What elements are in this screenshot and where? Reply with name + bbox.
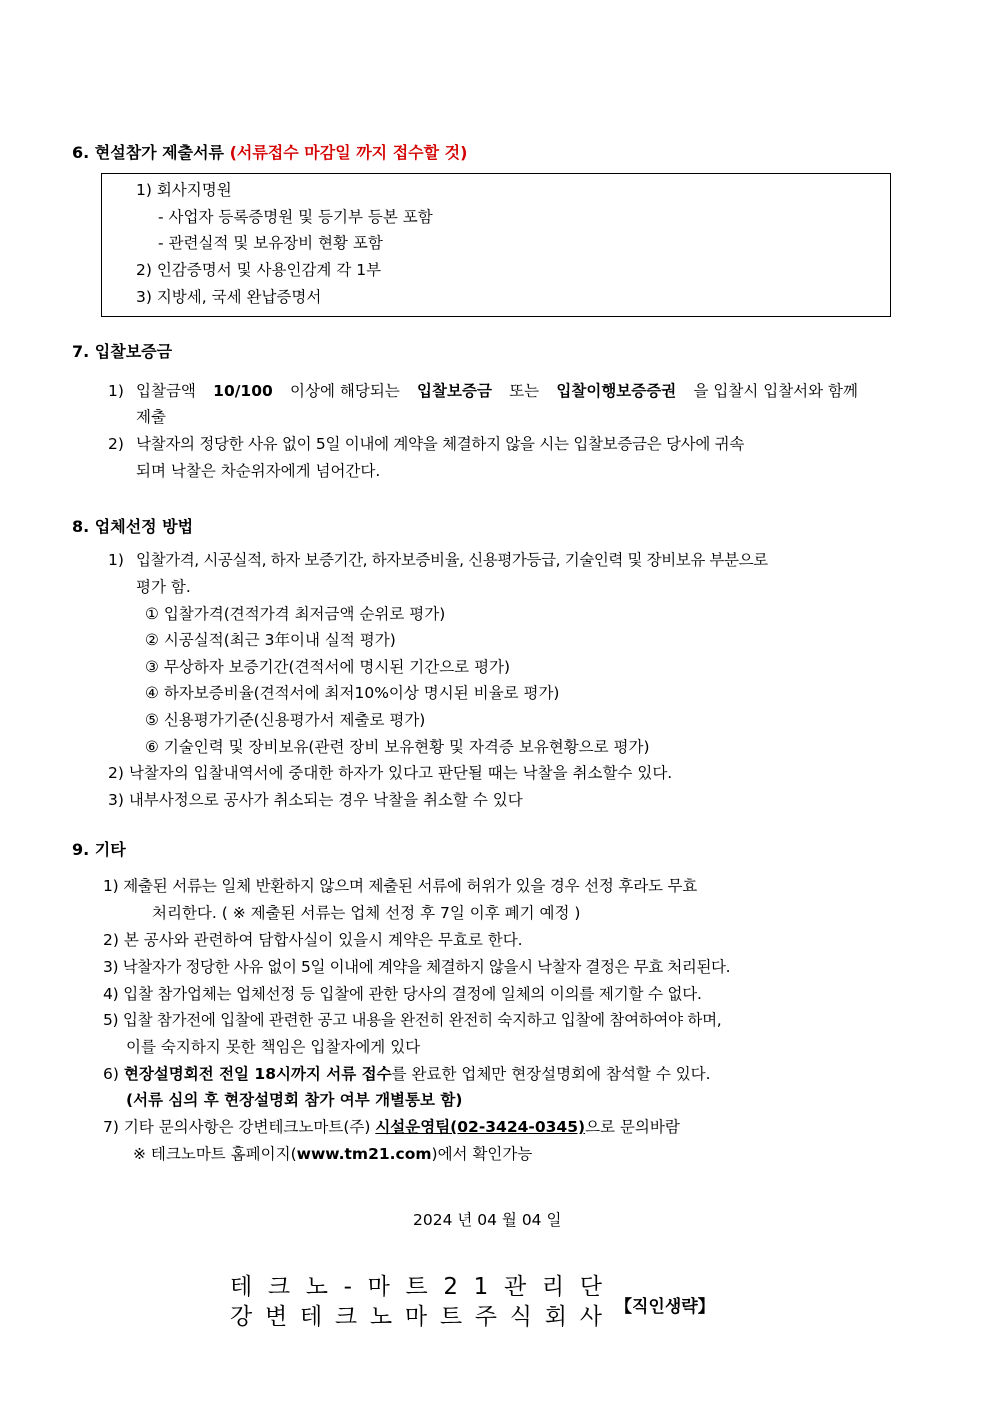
section8-item1-line: 입찰가격, 시공실적, 하자 보증기간, 하자보증비율, 신용평가등급, 기술인력 및 장비보유 부분으로 xyxy=(136,551,768,569)
org-char: 테 xyxy=(299,1304,323,1330)
seal-omitted-label: 【직인생략】 xyxy=(615,1297,715,1317)
section8-criterion: ⑤ 신용평가기준(신용평가서 제출로 평가) xyxy=(145,711,426,729)
section7-item1-line xyxy=(136,381,858,401)
org-name-line1 xyxy=(230,1273,602,1301)
section7-item1-continuation: 제출 xyxy=(136,408,166,426)
section7-item1-number: 1) xyxy=(108,382,124,400)
section6-subitem: - 사업자 등록증명원 및 등기부 등본 포함 xyxy=(158,208,433,226)
section6-heading xyxy=(72,140,467,163)
section9-homepage-suffix: )에서 확인가능 xyxy=(431,1145,533,1163)
section9-item4: 4) 입찰 참가업체는 업체선정 등 입찰에 관한 당사의 결정에 일체의 이의를 제기할 수 없다. xyxy=(103,985,702,1003)
org-char: 변 xyxy=(264,1304,288,1330)
section7-title: 7. 입찰보증금 xyxy=(72,342,173,361)
section8-item1-continuation: 평가 함. xyxy=(136,578,191,596)
org-char: 강 xyxy=(230,1304,253,1330)
section6-item: 3) 지방세, 국세 완납증명서 xyxy=(136,288,322,306)
section8-criterion: ① 입찰가격(견적가격 최저금액 순위로 평가) xyxy=(145,605,446,623)
org-char: 마 xyxy=(367,1274,390,1300)
section9-title: 9. 기타 xyxy=(72,840,126,859)
section9-item5-line: 5) 입찰 참가전에 입찰에 관련한 공고 내용을 완전히 완전히 숙지하고 입찰에 참여하여야 하며, xyxy=(103,1011,722,1029)
org-char: 리 xyxy=(541,1274,565,1300)
section9-item7-line xyxy=(103,1117,680,1137)
section7-bid-bond: 입찰보증금 xyxy=(417,382,492,400)
section9-item6-deadline: 현장설명회전 전일 18시까지 서류 접수 xyxy=(123,1065,392,1083)
org-char: - xyxy=(343,1274,352,1300)
section7-item2-line: 낙찰자의 정당한 사유 없이 5일 이내에 계약을 체결하지 않을 시는 입찰보증금은 당사에 귀속 xyxy=(136,435,744,453)
org-char: 사 xyxy=(579,1304,602,1330)
section6-subitem: - 관련실적 및 보유장비 현황 포함 xyxy=(158,234,383,252)
org-char: 식 xyxy=(509,1304,532,1330)
section8-title: 8. 업체선정 방법 xyxy=(72,517,194,536)
section7-performance-bond: 입찰이행보증증권 xyxy=(556,382,677,400)
org-char: 단 xyxy=(579,1274,602,1300)
homepage-link[interactable]: www.tm21.com xyxy=(296,1145,432,1163)
section7-item2-number: 2) xyxy=(108,435,124,453)
section8-item1-number: 1) xyxy=(108,551,124,569)
section8-criterion: ⑥ 기술인력 및 장비보유(관련 장비 보유현황 및 자격증 보유현황으로 평가) xyxy=(145,738,650,756)
org-char: 노 xyxy=(305,1274,328,1300)
section8-item3: 3) 내부사정으로 공사가 취소되는 경우 낙찰을 취소할 수 있다 xyxy=(108,791,523,809)
section6-title: 6. 현설참가 제출서류 xyxy=(72,143,224,162)
section6-item: 2) 인감증명서 및 사용인감계 각 1부 xyxy=(136,261,382,279)
section9-item2: 2) 본 공사와 관련하여 담합사실이 있을시 계약은 무효로 한다. xyxy=(103,931,523,949)
org-char: 1 xyxy=(473,1274,489,1300)
section6-note: (서류접수 마감일 까지 접수할 것) xyxy=(229,143,468,162)
section9-item6-note: (서류 심의 후 현장설명회 참가 여부 개별통보 함) xyxy=(126,1091,463,1109)
section7-item1-text-d: 을 입찰시 입찰서와 함께 xyxy=(693,382,858,400)
org-char: 마 xyxy=(404,1304,428,1330)
section9-homepage-prefix: ※ 테크노마트 홈페이지( xyxy=(133,1145,297,1163)
section9-item1-continuation: 처리한다. ( ※ 제출된 서류는 업체 선정 후 7일 이후 폐기 예정 ) xyxy=(152,904,581,922)
org-char: 주 xyxy=(474,1304,497,1330)
section9-item5-continuation: 이를 숙지하지 못한 책임은 입찰자에게 있다 xyxy=(126,1038,421,1056)
section9-item6-line xyxy=(103,1064,711,1084)
org-char: 트 xyxy=(405,1274,428,1300)
section7-item1-text-b: 이상에 해당되는 xyxy=(290,382,400,400)
org-name-line2 xyxy=(230,1303,602,1331)
org-char: 크 xyxy=(334,1304,358,1330)
org-char: 관 xyxy=(503,1274,527,1300)
section7-item1-text-c: 또는 xyxy=(509,382,540,400)
section9-item7-suffix: 으로 문의바람 xyxy=(585,1118,680,1136)
org-char: 트 xyxy=(439,1304,463,1330)
section9-item1-line: 1) 제출된 서류는 일체 반환하지 않으며 제출된 서류에 허위가 있을 경우 선정 후라도 무효 xyxy=(103,877,698,895)
org-char: 테 xyxy=(230,1274,253,1300)
section7-item2-continuation: 되며 낙찰은 차순위자에게 넘어간다. xyxy=(136,462,381,480)
section8-item2: 2) 낙찰자의 입찰내역서에 중대한 하자가 있다고 판단될 때는 낙찰을 취소할수 있다. xyxy=(108,764,673,782)
section9-homepage-note xyxy=(133,1144,532,1164)
org-char: 회 xyxy=(544,1304,567,1330)
section7-bid-rate: 10/100 xyxy=(213,382,273,400)
section9-item6-rest: 를 완료한 업체만 현장설명회에 참석할 수 있다. xyxy=(391,1065,711,1083)
section7-item1-text-a: 입찰금액 xyxy=(136,382,196,400)
section9-item3: 3) 낙찰자가 정당한 사유 없이 5일 이내에 계약을 체결하지 않을시 낙찰자 결정은 무효 처리된다. xyxy=(103,958,731,976)
section8-criterion: ② 시공실적(최근 3年이내 실적 평가) xyxy=(145,631,396,649)
section8-criterion: ③ 무상하자 보증기간(견적서에 명시된 기간으로 평가) xyxy=(145,658,511,676)
section9-item6-number: 6) xyxy=(103,1065,124,1083)
org-char: 2 xyxy=(443,1274,458,1300)
section6-item: 1) 회사지명원 xyxy=(136,181,232,199)
section9-contact-team: 시설운영팀(02-3424-0345) xyxy=(375,1118,586,1136)
org-char: 노 xyxy=(369,1304,393,1330)
section8-criterion: ④ 하자보증비율(견적서에 최저10%이상 명시된 비율로 평가) xyxy=(145,684,560,702)
document-date: 2024 년 04 월 04 일 xyxy=(413,1211,562,1229)
org-char: 크 xyxy=(267,1274,291,1300)
section9-item7-text: 7) 기타 문의사항은 강변테크노마트(주) xyxy=(103,1118,376,1136)
